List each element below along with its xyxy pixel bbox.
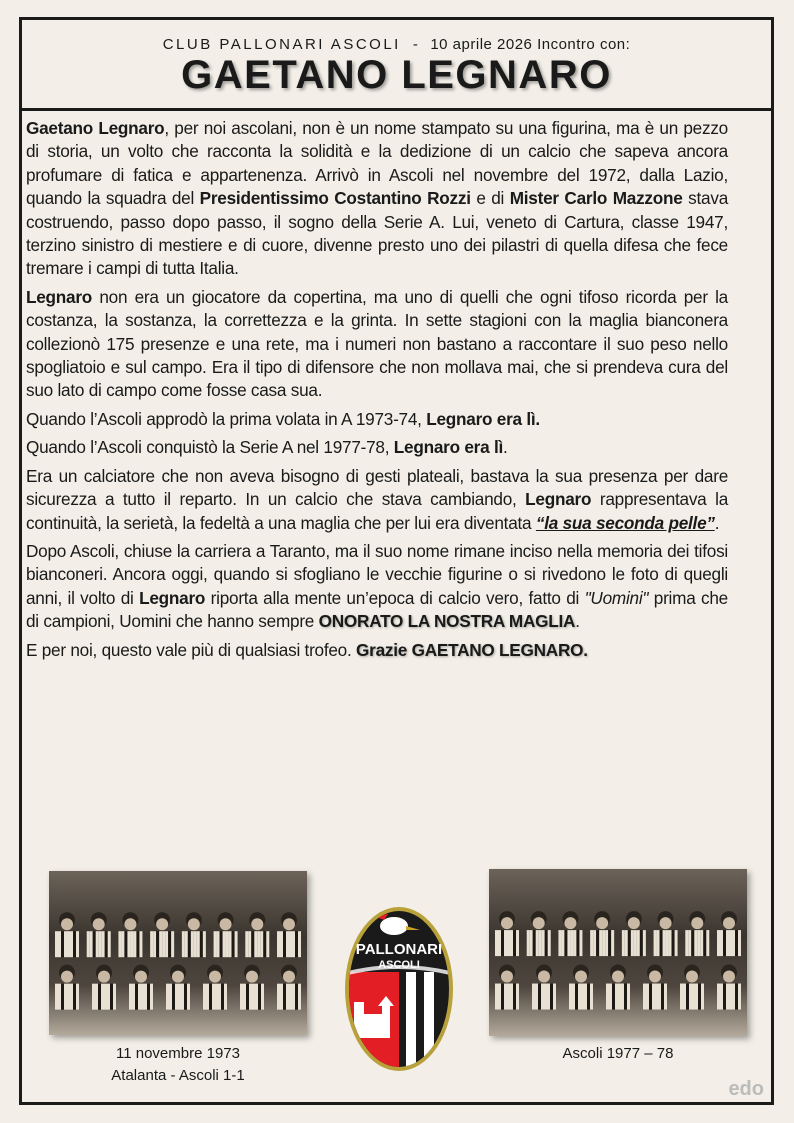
page-title: GAETANO LEGNARO xyxy=(181,53,612,97)
player-figure xyxy=(214,912,238,957)
emphasis-text: Legnaro xyxy=(26,286,93,307)
emphasis-text: Grazie GAETANO LEGNARO. xyxy=(356,639,588,660)
player-figure xyxy=(240,965,264,1010)
text-run: Era un calciatore che non aveva bisogno di gesti plateali, bastava la sua presenza per dare sicurezza a tutto il reparto. In un calcio che stava cambiando, xyxy=(26,465,728,510)
text-run: . xyxy=(714,512,720,533)
player-figure xyxy=(558,911,582,956)
paragraph xyxy=(26,117,728,281)
emphasis-text: Gaetano Legnaro xyxy=(26,118,165,138)
text-run: E per noi, questo vale più di qualsiasi trofeo. xyxy=(26,639,357,660)
player-figure xyxy=(203,965,227,1010)
emphasis-text: Presidentissimo Costantino Rozzi xyxy=(199,188,471,209)
text-run: riporta alla mente un’epoca di calcio vero, fatto di xyxy=(205,587,585,608)
paragraph xyxy=(26,286,728,403)
player-figure xyxy=(150,912,174,957)
player-figure xyxy=(118,912,142,957)
player-figure xyxy=(495,965,519,1010)
player-figure xyxy=(680,965,704,1010)
caption-match: Atalanta - Ascoli 1-1 xyxy=(111,1067,245,1084)
paragraph xyxy=(26,465,728,535)
text-run: prima che di campioni, Uomini che hanno sempre xyxy=(26,587,728,632)
text-run: Dopo Ascoli, chiuse la carriera a Taranto, ma il suo nome rimane inciso nella memoria dei tifosi bianconeri. Ancora oggi, quando si sfogliano le vecchie figurine o si rivedono le foto di quegli anni, il volto di xyxy=(26,540,728,608)
club-name: CLUB PALLONARI ASCOLI xyxy=(162,36,401,53)
player-figure xyxy=(532,965,556,1010)
text-run: Quando l’Ascoli approdò la prima volata in A 1973-74, xyxy=(26,408,427,429)
player-figure xyxy=(55,912,79,957)
text-run: e di xyxy=(470,188,510,209)
emphasis-text: Legnaro era lì. xyxy=(426,408,540,429)
player-figure xyxy=(654,911,678,956)
caption-date: 11 novembre 1973 xyxy=(116,1045,240,1062)
team-photo-1973 xyxy=(49,871,307,1035)
caption-right: Ascoli 1977 – 78 xyxy=(562,1045,674,1062)
player-figure xyxy=(182,912,206,957)
emphasis-text: "Uomini" xyxy=(584,587,649,608)
player-figure xyxy=(717,965,741,1010)
emphasis-text: Mister Carlo Mazzone xyxy=(509,188,683,209)
text-run: . xyxy=(575,611,580,632)
text-run: . xyxy=(503,437,508,458)
team-photo-1977 xyxy=(489,869,747,1036)
player-figure xyxy=(590,911,614,956)
player-figure xyxy=(569,965,593,1010)
player-figure xyxy=(495,911,519,956)
player-figure xyxy=(606,965,630,1010)
text-run: stava costruendo, passo dopo passo, il sogno della Serie A. Lui, veneto di Cartura, classe 1947, terzino sinistro di mestiere e di cuore, divenne presto uno dei pilastri di quella difesa che fece tremare i campi di tutta Italia. xyxy=(26,188,729,279)
text-run: non era un giocatore da copertina, ma uno di quelli che ogni tifoso ricorda per la costanza, la sostanza, la correttezza e la grinta. In sette stagioni con la maglia bianconera collezionò 175 presenze e una rete, ma i numeri non bastano a raccontare il suo peso nello spogliatoio e sul campo. Era il tipo di difensore che non mollava mai, che si prendeva cura del suo lato di campo come fosse casa sua. xyxy=(26,286,728,401)
player-figure xyxy=(166,965,190,1010)
separator: - xyxy=(412,36,419,53)
paragraph xyxy=(26,639,728,662)
player-figure xyxy=(92,965,116,1010)
player-figure xyxy=(87,912,111,957)
paragraph xyxy=(26,540,728,634)
text-run: , per noi ascolani, non è un nome stampato su una figurina, ma è un pezzo di storia, un volto che racconta la solidità e la dedizione di un calcio che sapeva ancora profumare di fatica e appartenenza. Arrivò in Ascoli nel novembre del 1972, dalla Lazio, quando la squadra del xyxy=(26,118,728,209)
player-figure xyxy=(685,911,709,956)
player-figure xyxy=(277,912,301,957)
article-body xyxy=(26,117,728,667)
emphasis-text: “la sua seconda pelle” xyxy=(535,512,715,533)
emphasis-text: Legnaro era lì xyxy=(393,437,503,458)
emphasis-text: Legnaro xyxy=(139,587,206,608)
logo-text-1: PALLONARI xyxy=(355,941,443,958)
signature: edo xyxy=(728,1078,764,1100)
text-run: Quando l’Ascoli conquistò la Serie A nel 1977-78, xyxy=(26,437,394,458)
player-figure xyxy=(717,911,741,956)
pallonari-ascoli-logo xyxy=(344,906,454,1072)
logo-text-2: ASCOLI xyxy=(378,959,420,971)
text-run: rappresentava la continuità, la serietà, la fedeltà a una maglia che per lui era diventata xyxy=(26,489,728,533)
header-kicker xyxy=(22,36,771,53)
player-figure xyxy=(527,911,551,956)
emphasis-text: ONORATO LA NOSTRA MAGLIA xyxy=(318,611,576,632)
player-figure xyxy=(245,912,269,957)
event-text: 10 aprile 2026 Incontro con: xyxy=(430,36,631,53)
header xyxy=(22,20,771,111)
emphasis-text: Legnaro xyxy=(525,489,592,510)
paragraph xyxy=(26,408,728,431)
player-figure xyxy=(643,965,667,1010)
paragraph xyxy=(26,436,728,459)
player-figure xyxy=(277,965,301,1010)
player-figure xyxy=(622,911,646,956)
player-figure xyxy=(55,965,79,1010)
caption-left xyxy=(49,1043,307,1087)
player-figure xyxy=(129,965,153,1010)
